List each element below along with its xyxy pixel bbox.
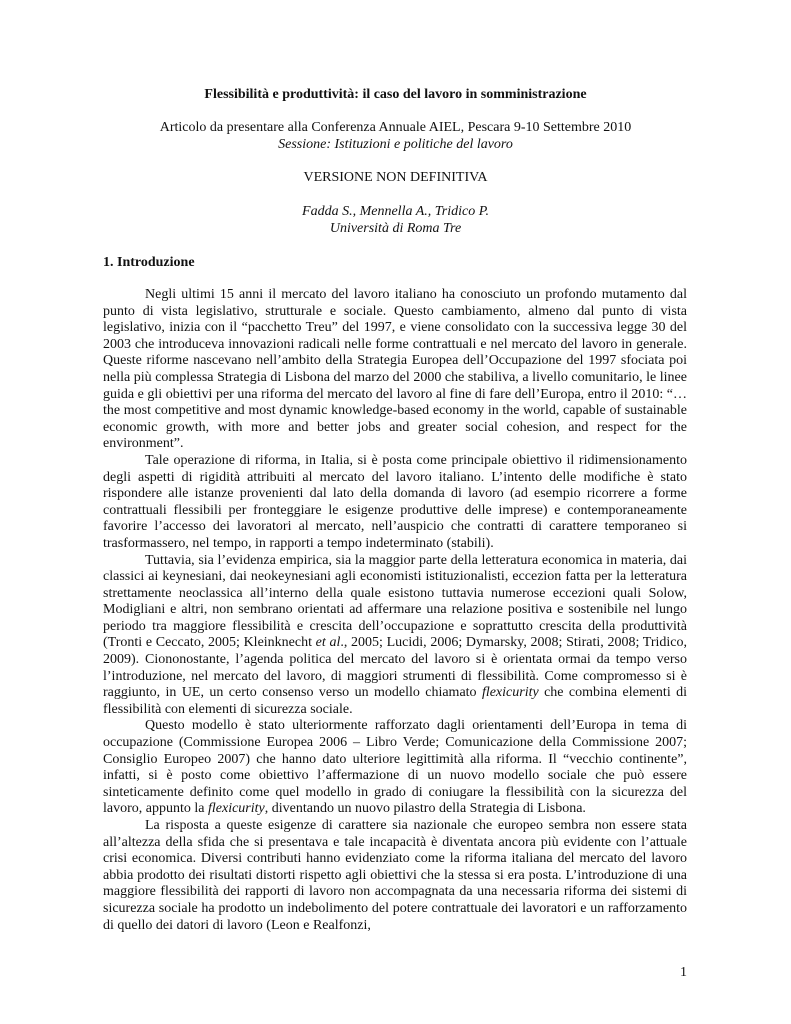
- version-notice: VERSIONE NON DEFINITIVA: [303, 170, 488, 185]
- conference-line: Articolo da presentare alla Conferenza Annuale AIEL, Pescara 9-10 Settembre 2010: [159, 120, 632, 135]
- paragraph-3-text-b: ., 2005; Lucidi, 2006; Dymarsky, 2008; Stirati, 2008; Tridico, 2009). Ciononostante, l’agenda politica del mercato del lavoro si è orientata ormai da tempo verso l’introduzione, nel mercato del lavoro, di maggiori strumenti di flessibilità. Come compromesso si è raggiunto, in UE, un certo consenso verso un modello chiamato: [103, 635, 687, 701]
- authors-line: Fadda S., Mennella A., Tridico P.: [302, 204, 489, 219]
- paragraph-3-text-c: che combina elementi di flessibilità con elementi di sicurezza sociale.: [103, 685, 687, 717]
- page-number: 1: [680, 965, 687, 980]
- paragraph-4-text-b: , diventando un nuovo pilastro della Strategia di Lisbona.: [264, 801, 586, 817]
- paragraph-3-emphasis-et-al: et al: [315, 635, 341, 651]
- paragraph-3: [103, 553, 687, 719]
- affiliation-line: Università di Roma Tre: [329, 221, 462, 236]
- paragraph-1: Negli ultimi 15 anni il mercato del lavoro italiano ha conosciuto un profondo mutamento dal punto di vista legislativo, strutturale e sociale. Questo cambiamento, almeno dal punto di vista legislativo, inizia con il “pacchetto Treu” del 1997, e viene consolidato con la successiva legge 30 del 2003 che introduceva innovazioni radicali nelle forme contrattuali e nel mercato del lavoro in generale. Queste riforme nascevano nell’ambito della Strategia Europea dell’Occupazione del 1997 sfociata poi nella più complessa Strategia di Lisbona del marzo del 2000 che stabiliva, a livello comunitario, le linee guida e gli obiettivi per una riforma del mercato del lavoro al fine di fare dell’Europa, entro il 2010: “… the most competitive and most dynamic knowledge-based economy in the world, capable of sustainable economic growth, with more and better jobs and greater social cohesion, and respect for the environment”.: [103, 287, 687, 452]
- paragraph-4-emphasis-flexicurity: flexicurity: [207, 801, 265, 817]
- paper-title: Flessibilità e produttività: il caso del lavoro in somministrazione: [204, 87, 587, 102]
- paragraph-4: [103, 718, 687, 818]
- paragraph-3-emphasis-flexicurity: flexicurity: [481, 685, 539, 701]
- section-heading: 1. Introduzione: [103, 255, 195, 270]
- body-text: [103, 287, 687, 934]
- paragraph-5: La risposta a queste esigenze di carattere sia nazionale che europeo sembra non essere stata all’altezza della sfida che si presentava e tale incapacità è diventata ancora più evidente con l’attuale crisi economica. Diversi contributi hanno evidenziato come la riforma italiana del mercato del lavoro abbia prodotto dei risultati distorti rispetto agli obiettivi che la stessa si era posta. L’introduzione di una maggiore flessibilità dei rapporti di lavoro non accompagnata da una necessaria riforma dei sistemi di sicurezza sociale ha prodotto un indebolimento del potere contrattuale dei lavoratori e un rafforzamento di quello dei datori di lavoro (Leon e Realfonzi,: [103, 818, 687, 933]
- paragraph-3-text-a: Tuttavia, sia l’evidenza empirica, sia la maggior parte della letteratura economica in materia, dai classici ai keynesiani, dai neokeynesiani agli economisti istituzionalisti, eccezion fatta per la letteratura strettamente neoclassica all’interno della quale esistono tuttavia numerose eccezioni quali Solow, Modigliani e altri, non sembrano orientati ad affermare una relazione positiva e sostenibile nel lungo periodo tra maggiore flessibilità e crescita dell’occupazione e soprattutto crescita della produttività (Tronti e Ceccato, 2005; Kleinknecht: [103, 552, 687, 651]
- session-line: Sessione: Istituzioni e politiche del lavoro: [278, 137, 513, 152]
- paragraph-4-text-a: Questo modello è stato ulteriormente rafforzato dagli orientamenti dell’Europa in tema di occupazione (Commissione Europea 2006 – Libro Verde; Comunicazione della Commissione 2007; Consiglio Europeo 2007) che hanno dato ulteriore legittimità alla riforma. Il “vecchio continente”, infatti, si è posto come obiettivo l’affermazione di un nuovo modello sociale che può essere sinteticamente definito come quel modello in grado di coniugare la flessibilità con la sicurezza del lavoro, appunto la: [103, 718, 687, 817]
- paragraph-2: Tale operazione di riforma, in Italia, si è posta come principale obiettivo il ridimensionamento degli aspetti di rigidità attribuiti al mercato del lavoro italiano. L’intento delle modifiche è stato rispondere alle istanze provenienti dal lato della domanda di lavoro (ad esempio ricorrere a forme contrattuali flessibili per fronteggiare le esigenze produttive delle imprese) e contemporaneamente favorire l’accesso dei lavoratori al mercato, nell’auspicio che contratti di carattere temporaneo si trasformassero, nel tempo, in rapporti a tempo indeterminato (stabili).: [103, 452, 687, 551]
